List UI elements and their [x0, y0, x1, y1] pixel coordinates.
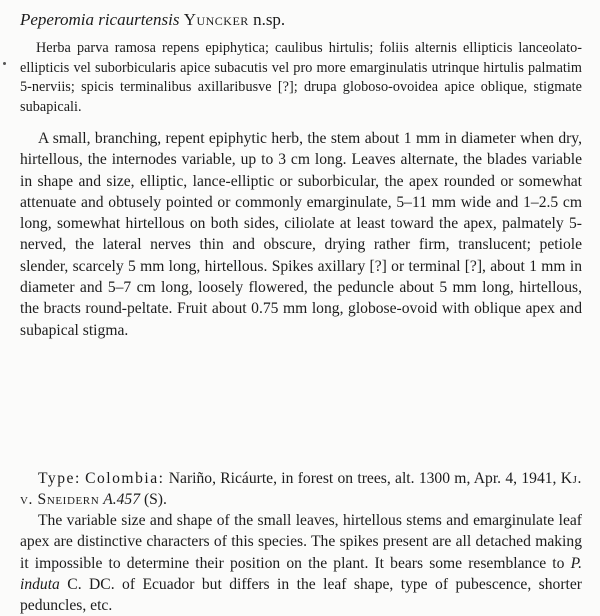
type-label: Type:	[38, 470, 81, 487]
type-collector: Kj. v. Sneidern	[20, 470, 583, 509]
species-heading	[20, 9, 285, 31]
comparison-author: C. DC.	[67, 575, 115, 593]
type-citation	[20, 468, 582, 511]
type-number: A.457	[103, 491, 141, 509]
type-herbarium: (S).	[143, 491, 167, 509]
type-locality: Colombia:	[85, 470, 165, 487]
comparison-species: P. induta	[20, 554, 582, 593]
discussion-text-end: of Ecuador but differs in the leaf shape, type of pubescence, shorter peduncles, etc.	[20, 575, 582, 615]
species-name: Peperomia ricaurtensis	[20, 10, 180, 29]
species-author: Yuncker	[183, 10, 249, 29]
discussion-paragraph	[20, 510, 582, 616]
discussion-text: The variable size and shape of the small leaves, hirtellous stems and emarginulate leaf apex are distinctive characters of this species. The spikes present are all detached making it impossible to determine their position on the plant. It bears some resemblance to	[20, 512, 582, 572]
english-description: A small, branching, repent epiphytic herb, the stem about 1 mm in diameter when dry, hirtellous, the internodes variable, up to 3 cm long. Leaves alternate, the blades variable in shape and size, elliptic, lance-elliptic or suborbicular, the apex rounded or somewhat attenuate and obtusely pointed or commonly emarginulate, 5–11 mm wide and 1–2.5 cm long, somewhat hirtellous on both sides, ciliolate at least toward the apex, palmately 5-nerved, the lateral nerves thin and obscure, drying rather firm, translucent; petiole slender, scarcely 5 mm long, hirtellous. Spikes axillary [?] or terminal [?], about 1 mm in diameter and 5–7 cm long, loosely flowered, the peduncle about 5 mm long, hirtellous, the bracts round-peltate. Fruit about 0.75 mm long, globose-ovoid with oblique apex and subapical stigma.	[20, 130, 582, 339]
latin-diagnosis: Herba parva ramosa repens epiphytica; caulibus hirtulis; foliis alternis ellipticis lanceolato-ellipticis vel suborbicularis apice subacutis vel pro more emarginulatis utrinque hirtulis palmatim 5-nerviis; spicis terminalibus axillaribusve [?]; drupa globoso-ovoidea apice oblique, stigmate subapicali.	[20, 40, 582, 115]
type-details: Nariño, Ricáurte, in forest on trees, alt. 1300 m, Apr. 4, 1941,	[168, 470, 557, 487]
margin-speck	[3, 62, 6, 65]
nomenclatural-status: n.sp.	[253, 10, 286, 29]
